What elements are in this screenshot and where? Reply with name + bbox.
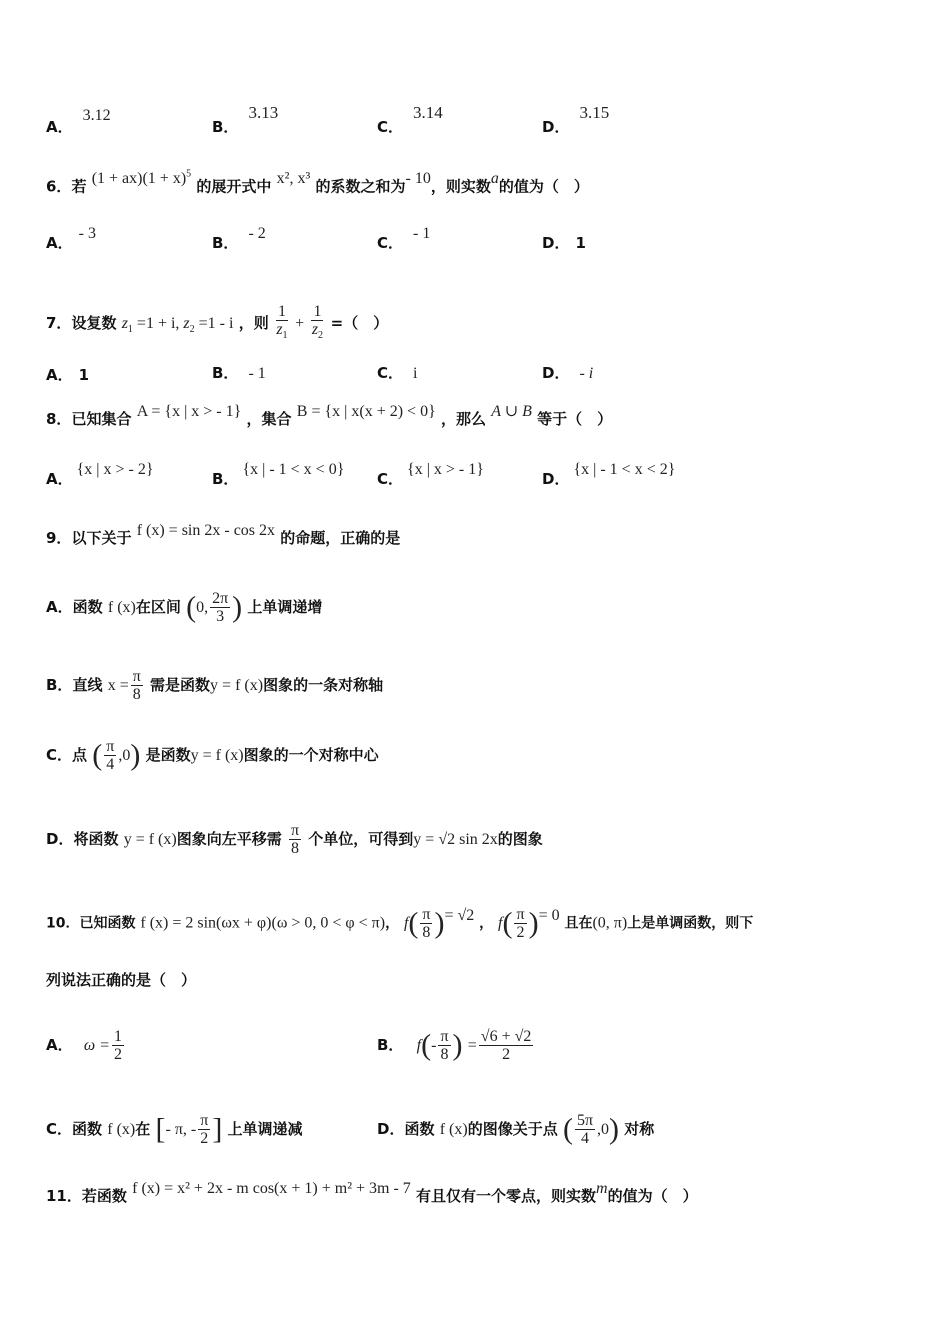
q6-option-c: C．- 1 <box>377 225 431 252</box>
q5-option-b: B．3.13 <box>212 103 279 136</box>
q7-option-d: D． - i <box>542 364 594 382</box>
question-8: 8．已知集合 A = {x | x > - 1} ，集合 B = {x | x(x + 2) < 0} ，那么 A ∪ B 等于（ ） <box>46 403 613 428</box>
q9-option-a: A．函数 f (x)在区间 (0, $\frac{2\pi}{3}$ ) 上单调递增 <box>46 590 323 625</box>
question-6: 6．若 $(1 + ax)(1 + x)^5$ 的展开式中 x², x³ 的系数之和为- 10，则实数a的值为（ ） <box>46 169 589 196</box>
q5-option-c: C．3.14 <box>377 103 443 136</box>
q7-fraction-1: $\frac{1}{z_1}$ <box>276 303 288 342</box>
q6-option-d: D． 1 <box>542 234 586 252</box>
q8-option-a: A．{x | x > - 2} <box>46 461 154 488</box>
question-11: 11．若函数 f (x) = x² + 2x - m cos(x + 1) + m² + 3m - 7 有且仅有一个零点，则实数m的值为（ ） <box>46 1180 698 1205</box>
q10-option-c: C．函数 f (x)在 [- π, - $\frac{\pi}{2}$ ] 上单调递减 <box>46 1112 303 1147</box>
q5-option-a: A．3.12 <box>46 107 111 136</box>
q10-option-d: D．函数 f (x)的图像关于点 ( $\frac{5\pi}{4}$ ,0) 对称 <box>377 1112 655 1147</box>
q8-option-d: D．{x | - 1 < x < 2} <box>542 461 676 488</box>
q6-expression: $(1 + ax)(1 + x)^5$ <box>91 169 192 188</box>
question-10-continued: 列说法正确的是（ ） <box>46 971 197 989</box>
q7-fraction-2: $\frac{1}{z_2}$ <box>311 303 324 342</box>
question-9: 9．以下关于 f (x) = sin 2x - cos 2x 的命题，正确的是 <box>46 522 401 547</box>
q9-option-c: C．点 ( $\frac{\pi}{4}$ ,0) 是函数y = f (x)图象的一个对称中心 <box>46 738 379 773</box>
q6-option-b: B．- 2 <box>212 225 266 252</box>
q9-option-b: B．直线 x = $\frac{\pi}{8}$ 需是函数y = f (x)图象的一条对称轴 <box>46 668 384 703</box>
q7-option-c: C． i <box>377 364 418 382</box>
q8-option-c: C．{x | x > - 1} <box>377 461 484 488</box>
q7-option-a: A． 1 <box>46 366 90 384</box>
q5-option-d: D．3.15 <box>542 103 610 136</box>
q6-option-a: A．- 3 <box>46 225 96 252</box>
q8-option-b: B．{x | - 1 < x < 0} <box>212 461 345 488</box>
question-10: 10．已知函数 f (x) = 2 sin(ωx + φ)(ω > 0, 0 < φ < π)， f( $\frac{\pi}{8}$ )= √2 ， f( $\frac{\pi}{2}$ )= 0 且在(0, π)上是单调函数，则下 <box>46 906 754 941</box>
q10-option-a: A． ω = $\frac{1}{2}$ <box>46 1028 122 1063</box>
q7-option-b: B． - 1 <box>212 364 266 382</box>
q9-option-d: D．将函数 y = f (x)图象向左平移需 $\frac{\pi}{8}$ 个单位，可得到y = √2 sin 2x的图象 <box>46 822 543 857</box>
question-7: 7．设复数 $z_1 =1 + i$, $z_2 =1 - i$ ，则 $\frac{1}{z_1}$ + $\frac{1}{z_2}$ =（ ） <box>46 303 388 344</box>
q10-option-b: B． f(- $\frac{\pi}{8}$ ) = $\frac{√6 + √2}{2}$ <box>377 1028 532 1063</box>
